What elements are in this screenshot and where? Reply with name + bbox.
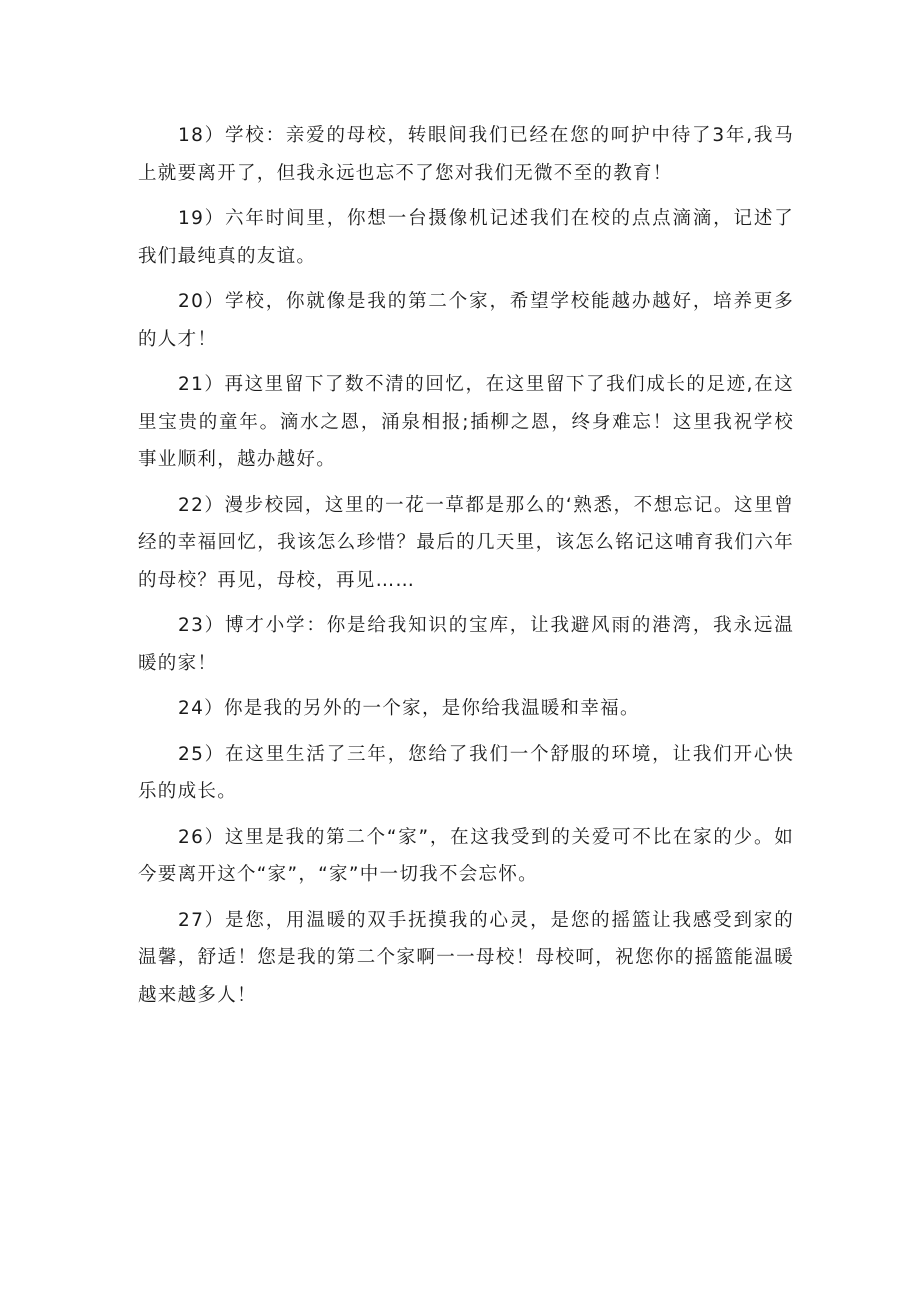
paragraph-20: 20）学校，你就像是我的第二个家，希望学校能越办越好，培养更多的人才！ — [138, 291, 794, 350]
paragraph-23: 23）博才小学：你是给我知识的宝库，让我避风雨的港湾，我永远温暖的家！ — [138, 615, 794, 674]
document-body — [138, 117, 794, 1022]
paragraph-26: 26）这里是我的第二个“家”，在这我受到的关爱可不比在家的少。如今要离开这个“家”，“家”中一切我不会忘怀。 — [138, 826, 794, 885]
paragraph-18: 18）学校：亲爱的母校，转眼间我们已经在您的呵护中待了3年,我马上就要离开了，但我永远也忘不了您对我们无微不至的教育！ — [138, 125, 794, 184]
paragraph-22: 22）漫步校园，这里的一花一草都是那么的‘熟悉，不想忘记。这里曾经的幸福回忆，我该怎么珍惜？最后的几天里，该怎么铭记这哺育我们六年的母校？再见，母校，再见…… — [138, 494, 794, 591]
paragraph-25: 25）在这里生活了三年，您给了我们一个舒服的环境，让我们开心快乐的成长。 — [138, 743, 794, 802]
paragraph-21: 21）再这里留下了数不清的回忆，在这里留下了我们成长的足迹,在这里宝贵的童年。滴水之恩，涌泉相报;插柳之恩，终身难忘！这里我祝学校事业顺利，越办越好。 — [138, 374, 794, 470]
paragraph-24: 24）你是我的另外的一个家，是你给我温暖和幸福。 — [178, 698, 640, 719]
paragraph-27: 27）是您，用温暖的双手抚摸我的心灵，是您的摇篮让我感受到家的温馨，舒适！您是我的第二个家啊一一母校！母校呵，祝您你的摇篮能温暖越来越多人！ — [138, 909, 794, 1006]
paragraph-19: 19）六年时间里，你想一台摄像机记述我们在校的点点滴滴，记述了我们最纯真的友谊。 — [138, 208, 794, 267]
